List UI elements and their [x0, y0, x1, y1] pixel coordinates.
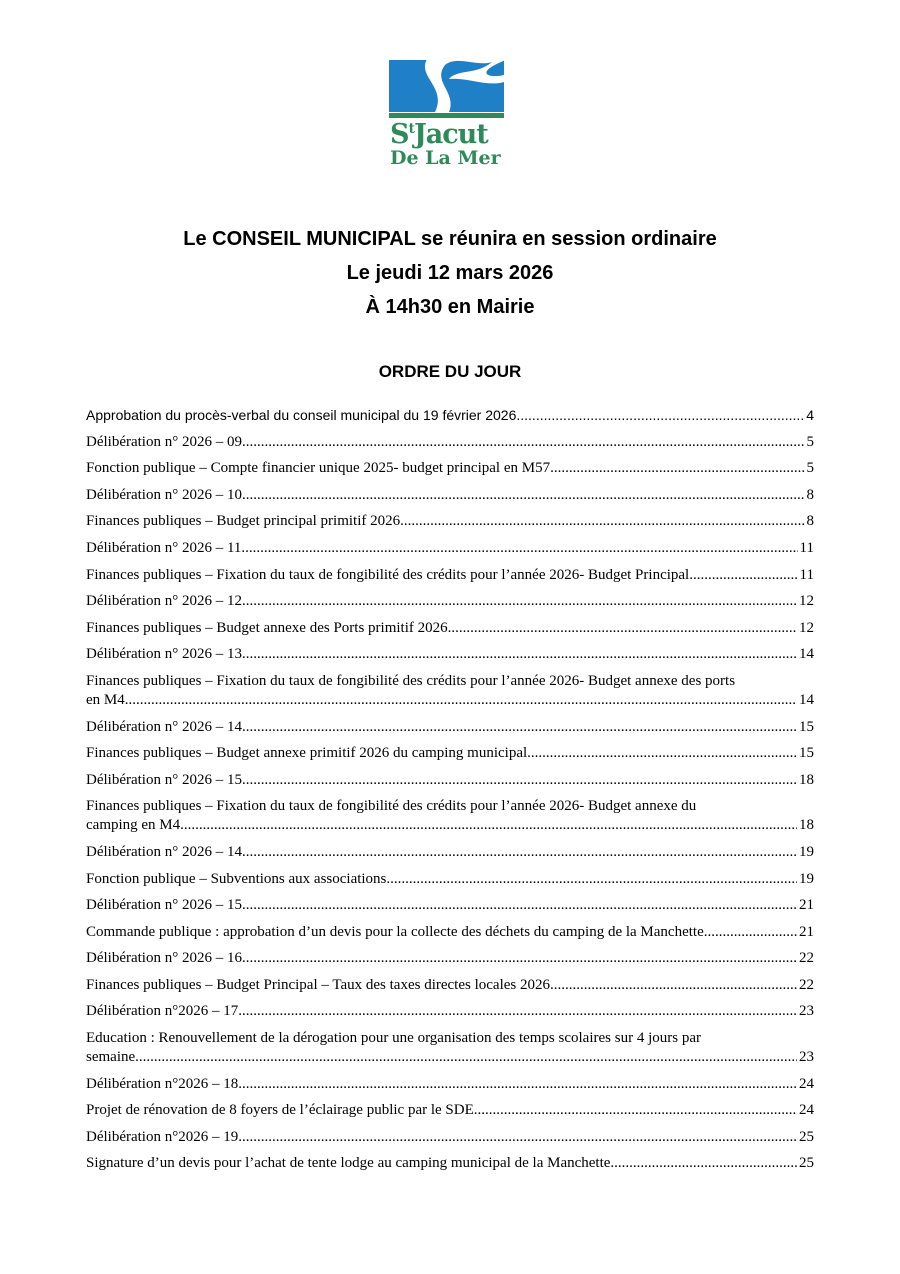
- agenda-item-text: Finances publiques – Budget annexe des Ports primitif 2026: [86, 619, 448, 636]
- agenda-item-page: 25: [799, 1128, 814, 1145]
- agenda-item[interactable]: [86, 1101, 814, 1120]
- dot-leader: [516, 406, 804, 425]
- agenda-item-page: 11: [799, 539, 814, 556]
- agenda-item-page: 8: [806, 486, 814, 503]
- agenda-item-page: 18: [799, 817, 814, 834]
- agenda-item-page: 21: [799, 897, 814, 914]
- dot-leader: [242, 592, 797, 611]
- agenda-item-text: Projet de rénovation de 8 foyers de l’éclairage public par le SDE: [86, 1102, 474, 1119]
- agenda-item[interactable]: [86, 1002, 814, 1021]
- agenda-item[interactable]: [86, 843, 814, 862]
- agenda-item[interactable]: [86, 976, 814, 995]
- agenda-item-page: 25: [799, 1155, 814, 1172]
- agenda-item-text: Délibération n° 2026 – 12: [86, 593, 242, 610]
- agenda-item-text: Commande publique : approbation d’un devis pour la collecte des déchets du camping de la Manchette: [86, 923, 704, 940]
- agenda-item-page: 23: [799, 1049, 814, 1066]
- agenda-item[interactable]: [86, 619, 814, 638]
- dot-leader: [242, 771, 797, 790]
- agenda-item-page: 11: [799, 566, 814, 583]
- dot-leader: [241, 539, 797, 558]
- agenda-item-page: 24: [799, 1075, 814, 1092]
- agenda-item[interactable]: [86, 1029, 814, 1067]
- agenda-item[interactable]: [86, 592, 814, 611]
- agenda-item-text: Délibération n°2026 – 17: [86, 1003, 239, 1020]
- dot-leader: [242, 718, 797, 737]
- agenda-item-page: 22: [799, 950, 814, 967]
- agenda-title: ORDRE DU JOUR: [378, 362, 522, 381]
- agenda-item-text: Fonction publique – Compte financier unique 2025- budget principal en M57: [86, 460, 551, 477]
- dot-leader: [550, 459, 804, 478]
- agenda-item[interactable]: [86, 486, 814, 505]
- dot-leader: [238, 1075, 797, 1094]
- agenda-item-page: 15: [799, 745, 814, 762]
- municipality-logo: [387, 57, 512, 169]
- agenda-item-page: 24: [799, 1102, 814, 1119]
- agenda-item-text-line1: Finances publiques – Fixation du taux de fongibilité des crédits pour l’année 2026- Budget annexe des ports: [86, 672, 736, 689]
- dot-leader: [125, 691, 797, 710]
- agenda-item[interactable]: [86, 896, 814, 915]
- agenda-item-page: 18: [799, 771, 814, 788]
- agenda-item-page: 22: [799, 976, 814, 993]
- agenda-item[interactable]: [86, 512, 814, 531]
- agenda-item-page: 5: [806, 460, 814, 477]
- agenda-item-page: 14: [799, 646, 814, 663]
- agenda-item-page: 12: [799, 593, 814, 610]
- dot-leader: [704, 923, 797, 942]
- agenda-item[interactable]: [86, 923, 814, 942]
- agenda-item[interactable]: [86, 870, 814, 889]
- agenda-item-text: Délibération n° 2026 – 13: [86, 646, 242, 663]
- agenda-item[interactable]: [86, 744, 814, 763]
- agenda-item-page: 4: [806, 407, 814, 423]
- dot-leader: [448, 619, 797, 638]
- agenda-item-text: Finances publiques – Budget annexe primitif 2026 du camping municipal: [86, 745, 528, 762]
- agenda-item[interactable]: [86, 459, 814, 478]
- dot-leader: [550, 976, 797, 995]
- logo-text-st-jacut: $S^tJacut$: [390, 119, 488, 150]
- agenda-item[interactable]: [86, 1128, 814, 1147]
- agenda-item-text-line2: en M4: [86, 691, 125, 708]
- agenda-list: [86, 406, 814, 1181]
- header-date-line: Le jeudi 12 mars 2026: [346, 262, 554, 284]
- logo-emblem: [387, 57, 512, 119]
- dot-leader: [242, 949, 797, 968]
- agenda-item[interactable]: [86, 406, 814, 425]
- agenda-item-text: Délibération n° 2026 – 15: [86, 771, 242, 788]
- dot-leader: [242, 486, 805, 505]
- agenda-item-text-line2: semaine: [86, 1049, 136, 1066]
- agenda-item[interactable]: [86, 645, 814, 664]
- agenda-item[interactable]: [86, 566, 814, 585]
- agenda-item-page: 23: [799, 1003, 814, 1020]
- agenda-item-page: 15: [799, 718, 814, 735]
- agenda-item-text-line1: Finances publiques – Fixation du taux de fongibilité des crédits pour l’année 2026- Budget annexe du: [86, 798, 697, 815]
- agenda-item[interactable]: [86, 433, 814, 452]
- dot-leader: [135, 1048, 797, 1067]
- agenda-item-text: Délibération n° 2026 – 14: [86, 718, 242, 735]
- agenda-item[interactable]: [86, 672, 814, 710]
- agenda-item-text: Finances publiques – Fixation du taux de fongibilité des crédits pour l’année 2026- Budget Principal: [86, 566, 690, 583]
- agenda-item-page: 8: [806, 513, 814, 530]
- agenda-item-text: Signature d’un devis pour l’achat de tente lodge au camping municipal de la Manchette: [86, 1155, 611, 1172]
- agenda-item-text: Délibération n° 2026 – 15: [86, 897, 242, 914]
- agenda-item[interactable]: [86, 1154, 814, 1173]
- agenda-item[interactable]: [86, 539, 814, 558]
- dot-leader: [689, 566, 797, 585]
- header-time-place-line: À 14h30 en Mairie: [365, 296, 535, 318]
- dot-leader: [242, 896, 797, 915]
- agenda-item[interactable]: [86, 771, 814, 790]
- dot-leader: [242, 645, 797, 664]
- agenda-item-text: Délibération n° 2026 – 10: [86, 486, 242, 503]
- agenda-item-page: 5: [806, 433, 814, 450]
- logo-text-de-la-mer: De La Mer: [390, 147, 501, 169]
- agenda-item-page: 19: [799, 870, 814, 887]
- dot-leader: [386, 870, 797, 889]
- dot-leader: [180, 816, 797, 835]
- agenda-item-page: 19: [799, 843, 814, 860]
- agenda-item-text-line1: Education : Renouvellement de la dérogation pour une organisation des temps scolaires sur 4 jours par: [86, 1030, 701, 1047]
- dot-leader: [242, 843, 797, 862]
- agenda-item[interactable]: [86, 718, 814, 737]
- agenda-item[interactable]: [86, 797, 814, 835]
- dot-leader: [242, 433, 805, 452]
- agenda-item-text: Délibération n°2026 – 19: [86, 1128, 239, 1145]
- header-session-line: Le CONSEIL MUNICIPAL se réunira en session ordinaire: [183, 228, 717, 250]
- agenda-item[interactable]: [86, 949, 814, 968]
- dot-leader: [474, 1101, 797, 1120]
- dot-leader: [238, 1128, 797, 1147]
- meeting-header: [0, 222, 900, 324]
- agenda-item-text: Délibération n°2026 – 18: [86, 1075, 239, 1092]
- dot-leader: [610, 1154, 797, 1173]
- agenda-item-text: Délibération n° 2026 – 16: [86, 950, 242, 967]
- agenda-item-text: Délibération n° 2026 – 14: [86, 843, 242, 860]
- agenda-item-text: Finances publiques – Budget principal primitif 2026: [86, 513, 401, 530]
- agenda-item-text-line2: camping en M4: [86, 817, 181, 834]
- agenda-item[interactable]: [86, 1075, 814, 1094]
- agenda-item-page: 12: [799, 619, 814, 636]
- agenda-item-text: Fonction publique – Subventions aux associations: [86, 870, 387, 887]
- dot-leader: [238, 1002, 797, 1021]
- agenda-item-text: Approbation du procès-verbal du conseil municipal du 19 février 2026: [86, 407, 517, 423]
- agenda-item-text: Délibération n° 2026 – 09: [86, 433, 242, 450]
- agenda-item-page: 14: [799, 691, 814, 708]
- agenda-item-text: Délibération n° 2026 – 11: [86, 539, 242, 556]
- dot-leader: [527, 744, 797, 763]
- dot-leader: [400, 512, 804, 531]
- agenda-item-text: Finances publiques – Budget Principal – Taux des taxes directes locales 2026: [86, 976, 550, 993]
- agenda-item-page: 21: [799, 923, 814, 940]
